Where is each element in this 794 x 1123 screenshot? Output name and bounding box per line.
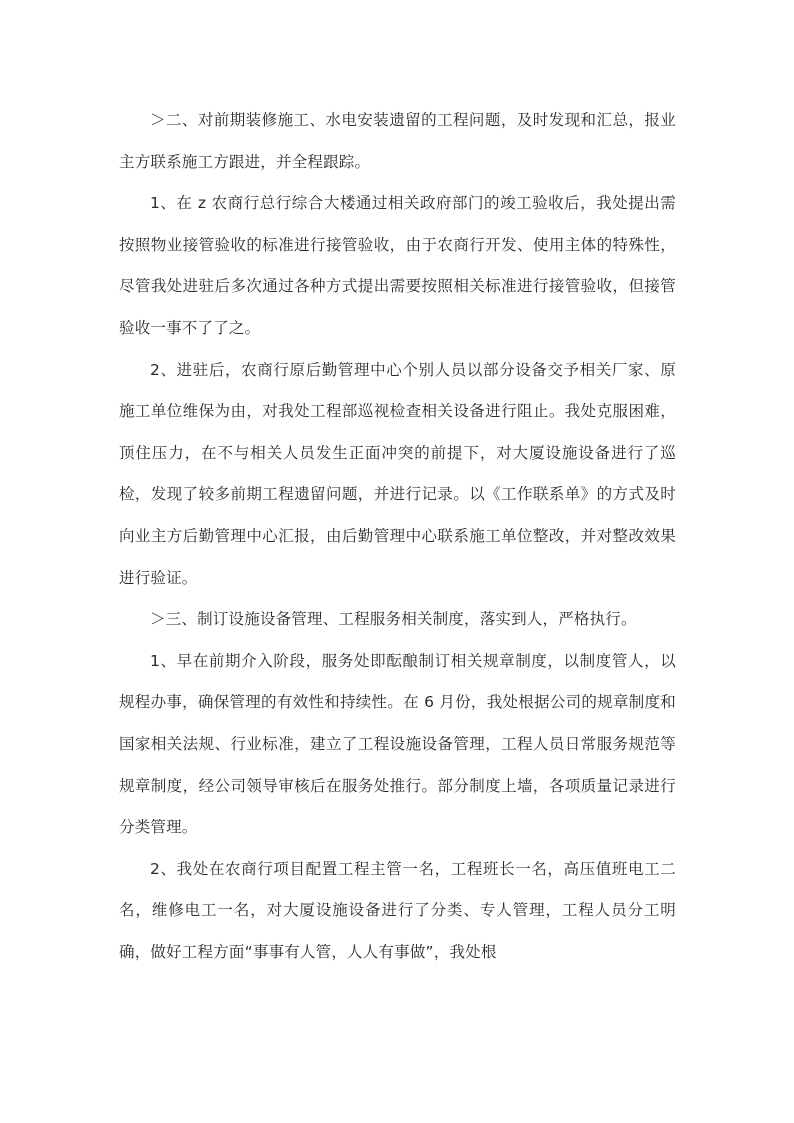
paragraph-item-1-regulations: 1、早在前期介入阶段，服务处即酝酿制订相关规章制度，以制度管人，以规程办事，确保管理的有效性和持续性。在 6 月份，我处根据公司的规章制度和国家相关法规、行业标准，建立了工程设施设备管理，工程人员日常服务规范等规章制度，经公司领导审核后在服务处推行。部分制度上墙，各项质量记录进行分类管理。 bbox=[119, 651, 676, 837]
paragraph-section-three-heading: ＞三、制订设施设备管理、工程服务相关制度，落实到人，严格执行。 bbox=[150, 610, 637, 629]
paragraph-item-2-staffing: 2、我处在农商行项目配置工程主管一名，工程班长一名，高压值班电工二名，维修电工一名，对大厦设施设备进行了分类、专人管理，工程人员分工明确，做好工程方面“事事有人管，人人有事做”，我处根 bbox=[119, 859, 676, 961]
paragraph-item-1-acceptance: 1、在 z 农商行总行综合大楼通过相关政府部门的竣工验收后，我处提出需按照物业接管验收的标准进行接管验收，由于农商行开发、使用主体的特殊性，尽管我处进驻后多次通过各种方式提出需要按照相关标准进行接管验收，但接管验收一事不了了之。 bbox=[119, 194, 676, 337]
paragraph-item-2-inspection: 2、进驻后，农商行原后勤管理中心个别人员以部分设备交予相关厂家、原施工单位维保为由，对我处工程部巡视检查相关设备进行阻止。我处克服困难，顶住压力，在不与相关人员发生正面冲突的前提下，对大厦设施设备进行了巡检，发现了较多前期工程遗留问题，并进行记录。以《工作联系单》的方式及时向业主方后勤管理中心汇报，由后勤管理中心联系施工单位整改，并对整改效果进行验证。 bbox=[119, 360, 676, 587]
paragraph-section-two-heading: ＞二、对前期装修施工、水电安装遗留的工程问题，及时发现和汇总，报业主方联系施工方跟进，并全程跟踪。 bbox=[119, 111, 676, 171]
document-body bbox=[119, 100, 676, 973]
